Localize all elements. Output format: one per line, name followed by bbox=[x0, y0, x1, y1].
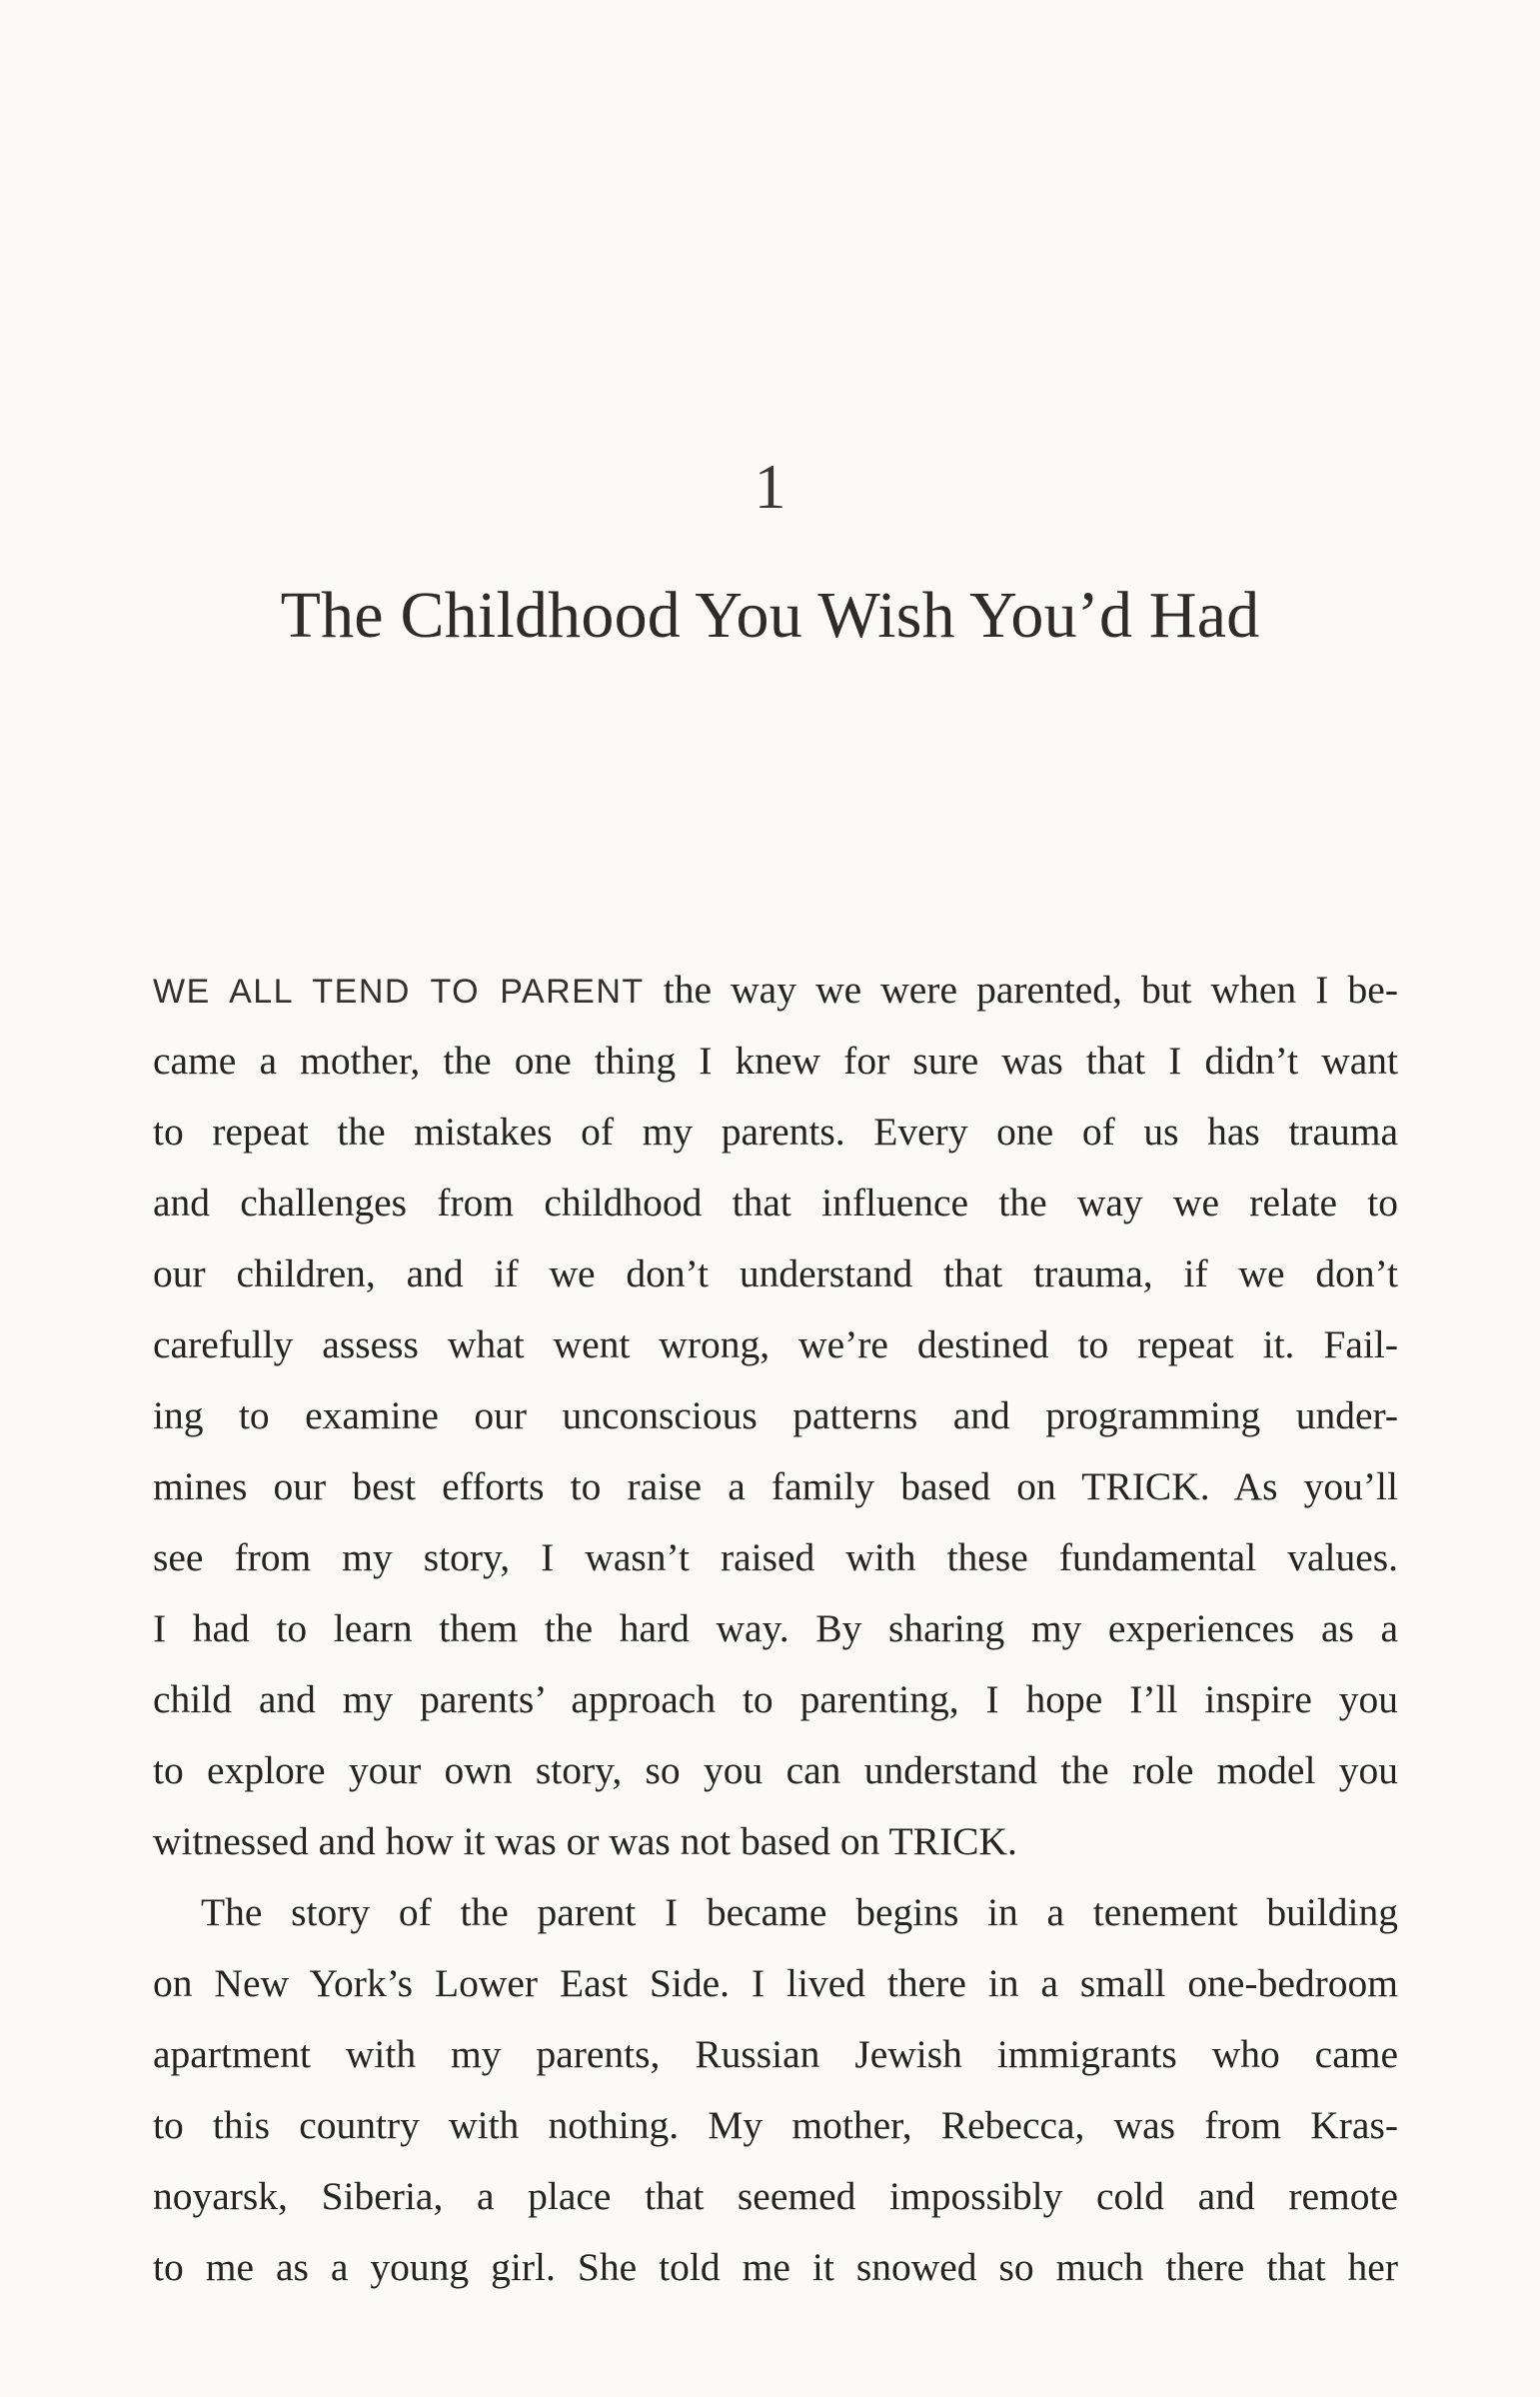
text-line: child and my parents’ approach to parenting, I hope I’ll inspire you bbox=[153, 1677, 1398, 1721]
text-line: to repeat the mistakes of my parents. Every one of us has trauma bbox=[153, 1110, 1398, 1154]
text-line bbox=[153, 955, 1398, 1026]
text-line: noyarsk, Siberia, a place that seemed impossibly cold and remote bbox=[153, 2174, 1398, 2218]
chapter-title: The Childhood You Wish You’d Had bbox=[280, 579, 1260, 652]
text-line: witnessed and how it was or was not based on TRICK. bbox=[153, 1819, 1017, 1863]
text-line: to me as a young girl. She told me it snowed so much there that her bbox=[153, 2245, 1398, 2289]
text-line: and challenges from childhood that influence the way we relate to bbox=[153, 1181, 1398, 1224]
text-line: see from my story, I wasn’t raised with these fundamental values. bbox=[153, 1535, 1398, 1579]
text-line: to this country with nothing. My mother, Rebecca, was from Kras- bbox=[153, 2103, 1398, 2147]
line-text: the way we were parented, but when I be- bbox=[644, 968, 1398, 1012]
text-line: The story of the parent I became begins in a tenement building bbox=[201, 1890, 1398, 1934]
lead-in-smallcaps: WE ALL TEND TO PARENT bbox=[153, 973, 645, 1011]
text-line: mines our best efforts to raise a family based on TRICK. As you’ll bbox=[153, 1464, 1398, 1508]
text-line: our children, and if we don’t understand that trauma, if we don’t bbox=[153, 1251, 1398, 1295]
text-line: apartment with my parents, Russian Jewish immigrants who came bbox=[153, 2032, 1398, 2076]
text-line: I had to learn them the hard way. By sharing my experiences as a bbox=[153, 1606, 1398, 1650]
text-line: carefully assess what went wrong, we’re destined to repeat it. Fail- bbox=[153, 1322, 1398, 1366]
text-line: on New York’s Lower East Side. I lived there in a small one-bedroom bbox=[153, 1961, 1398, 2005]
body-text bbox=[153, 955, 1398, 2303]
text-line: ing to examine our unconscious patterns and programming under- bbox=[153, 1393, 1398, 1437]
text-line: came a mother, the one thing I knew for sure was that I didn’t want bbox=[153, 1039, 1398, 1083]
text-line: to explore your own story, so you can understand the role model you bbox=[153, 1748, 1398, 1792]
chapter-number: 1 bbox=[754, 451, 786, 522]
